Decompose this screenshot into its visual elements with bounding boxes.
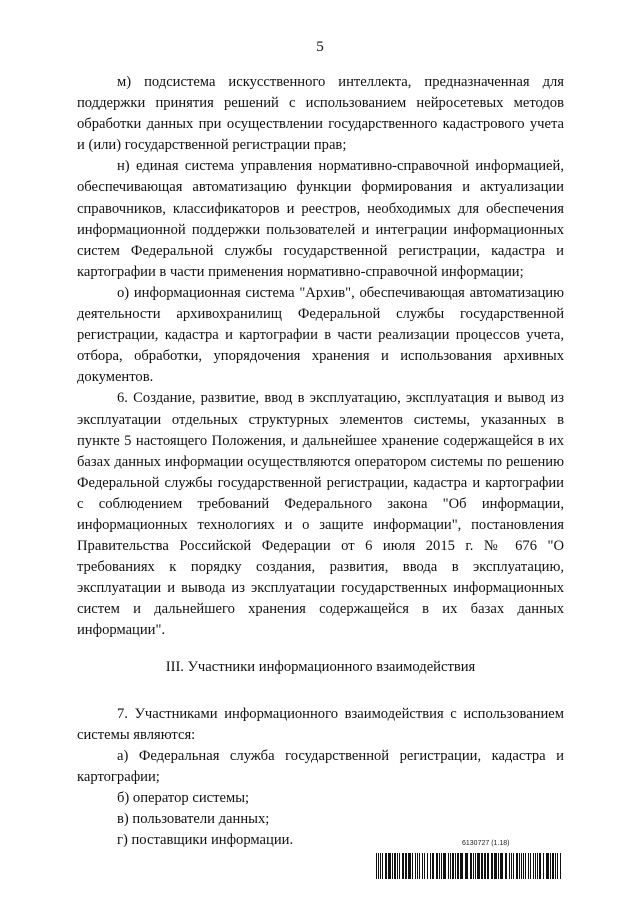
page-number: 5 xyxy=(316,39,324,55)
document-code: 6130727 (1.18) xyxy=(462,840,510,847)
section-heading: III. Участники информационного взаимодействия xyxy=(165,658,476,675)
paragraph-item-o: о) информационная система "Архив", обеспечивающая автоматизацию деятельности архивохранилищ Федеральной службы государственной регистрации, кадастра и картографии в части реализации процессов учета, отбора, обработки, упорядочения хранения и использования архивных документов. xyxy=(77,284,564,386)
paragraph-item-n: н) единая система управления нормативно-справочной информацией, обеспечивающая автоматизацию функции формирования и актуализации справочников, классификаторов и реестров, необходимых для обеспечения информационной поддержки пользователей и интеграции информационных систем Федеральной службы государственной регистрации, кадастра и картографии в части применения нормативно-справочной информации; xyxy=(77,158,564,280)
list-item-a: а) Федеральная служба государственной регистрации, кадастра и картографии; xyxy=(77,747,564,785)
paragraph-clause-6: 6. Создание, развитие, ввод в эксплуатацию, эксплуатация и вывод из эксплуатации отдельных структурных элементов системы, указанных в пункте 5 настоящего Положения, и дальнейшее хранение содержащейся в их базах данных информации осуществляются оператором системы по решению Федеральной службы государственной регистрации, кадастра и картографии с соблюдением требований Федерального закона "Об информации, информационных технологиях и о защите информации", постановления Правительства Российской Федерации от 6 июля 2015 г. № 676 "О требованиях к порядку создания, развития, ввода в эксплуатацию, эксплуатации и вывода из эксплуатации государственных информационных систем и дальнейшего хранения содержащейся в их базах данных информации". xyxy=(77,390,564,639)
paragraph-item-m: м) подсистема искусственного интеллекта, предназначенная для поддержки принятия решений с использованием нейросетевых методов обработки данных при осуществлении государственного кадастрового учета и (или) государственной регистрации прав; xyxy=(77,74,564,154)
barcode-icon xyxy=(376,853,562,879)
list-item-g: г) поставщики информации. xyxy=(117,832,294,849)
paragraph-clause-7: 7. Участниками информационного взаимодействия с использованием системы являются: xyxy=(77,705,564,743)
list-item-v: в) пользователи данных; xyxy=(117,811,270,828)
list-item-b: б) оператор системы; xyxy=(117,790,250,806)
document-body xyxy=(77,72,564,851)
